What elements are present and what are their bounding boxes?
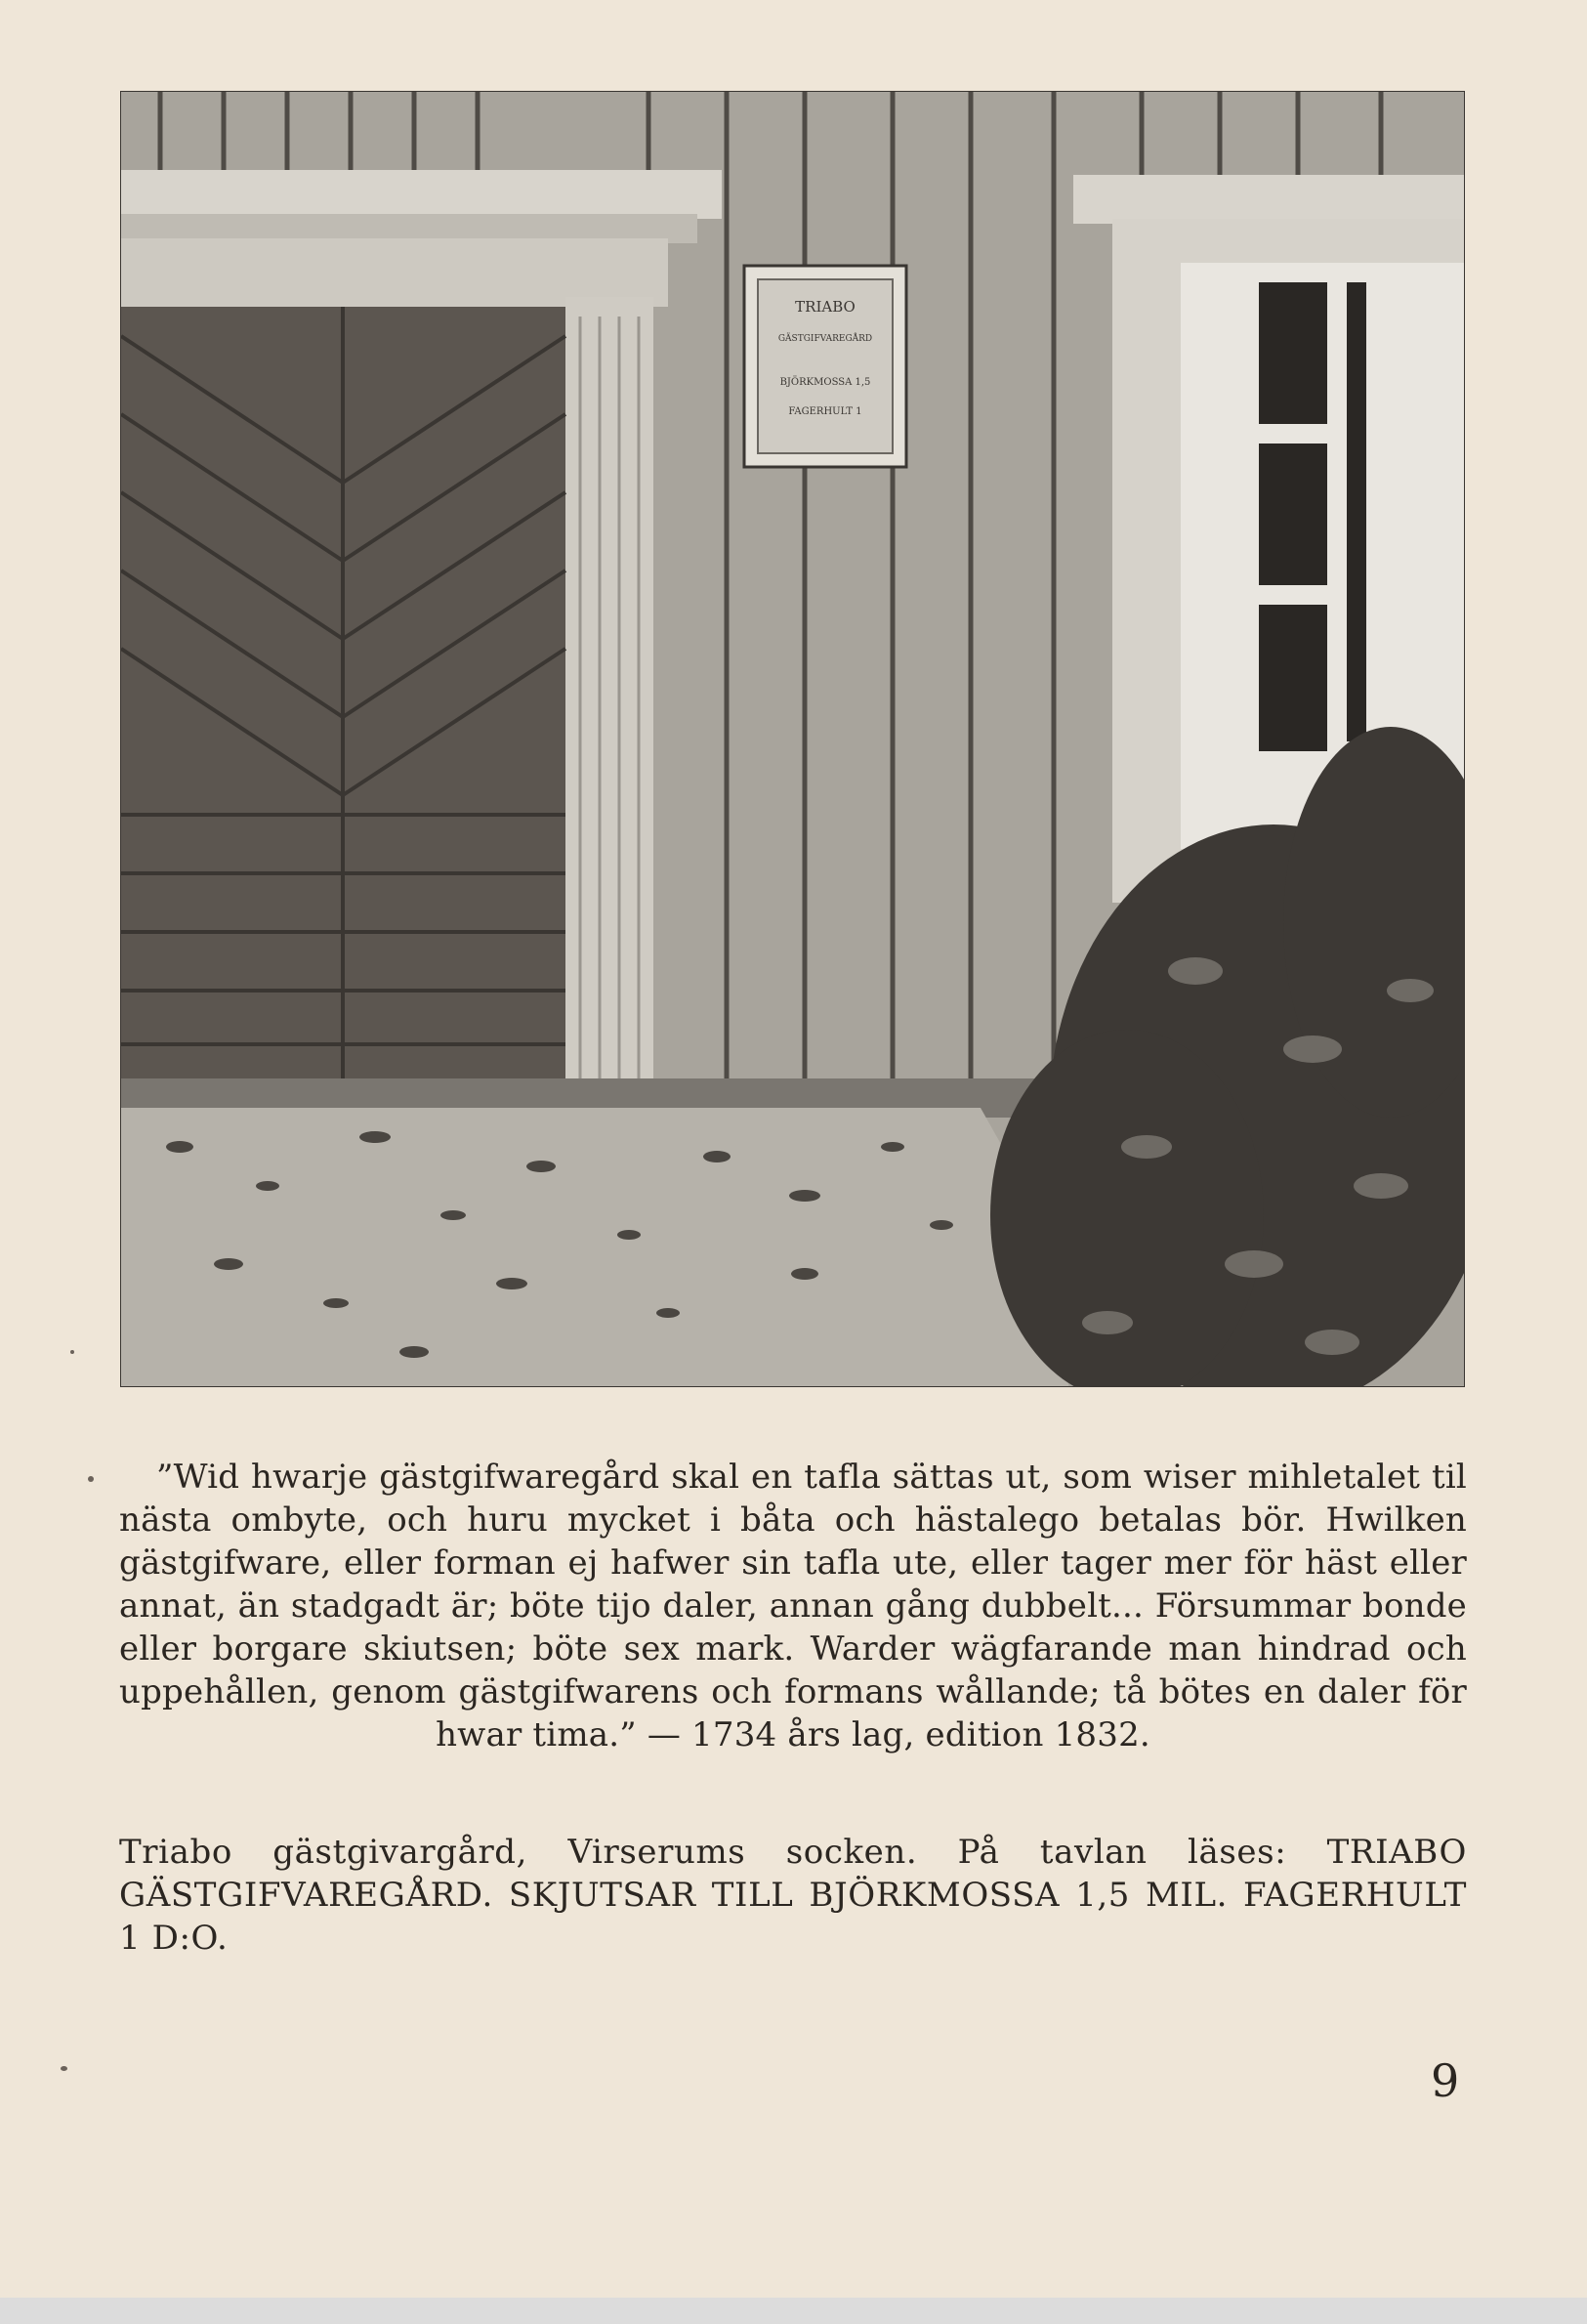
sign-line-4: FAGERHULT 1 — [788, 406, 862, 417]
photograph-triabo-inn — [121, 92, 1464, 1386]
caption-text: Triabo gästgivargård, Virserums socken. På tavlan läses: TRIABO GÄSTGIFVAREGÅRD. SKJUTSAR TILL BJÖRKMOSSA 1,5 MIL. FAGERHULT 1 D:O. — [119, 1833, 1467, 1958]
scan-bottom-edge — [0, 2298, 1587, 2324]
sign-line-1: TRIABO — [795, 298, 856, 316]
page-number: 9 — [1431, 2054, 1460, 2107]
historical-law-quote — [119, 1456, 1467, 1756]
paper-speck — [88, 1476, 94, 1482]
sign-line-3: BJÖRKMOSSA 1,5 — [779, 377, 871, 388]
paper-speck — [70, 1350, 74, 1354]
photo-caption — [119, 1831, 1467, 1960]
inn-sign — [744, 266, 906, 467]
paper-speck — [61, 2066, 67, 2071]
sign-line-2: GÄSTGIFVAREGÅRD — [777, 334, 873, 344]
quote-text: ”Wid hwarje gästgifwaregård skal en tafla sättas ut, som wiser mihletalet til nästa ombyte, och huru mycket i båta och hästalego betalas bör. Hwilken gästgifware, eller forman ej hafwer sin tafla ute, eller tager mer för häst eller annat, än stadgadt är; böte tijo daler, annan gång dubbelt... Försummar bonde eller borgare skiutsen; böte sex mark. Warder wägfarande man hindrad och uppehållen, genom gästgifwarens och formans wållande; tå bötes en daler för hwar tima.” — 1734 års lag, edition 1832. — [119, 1458, 1467, 1754]
